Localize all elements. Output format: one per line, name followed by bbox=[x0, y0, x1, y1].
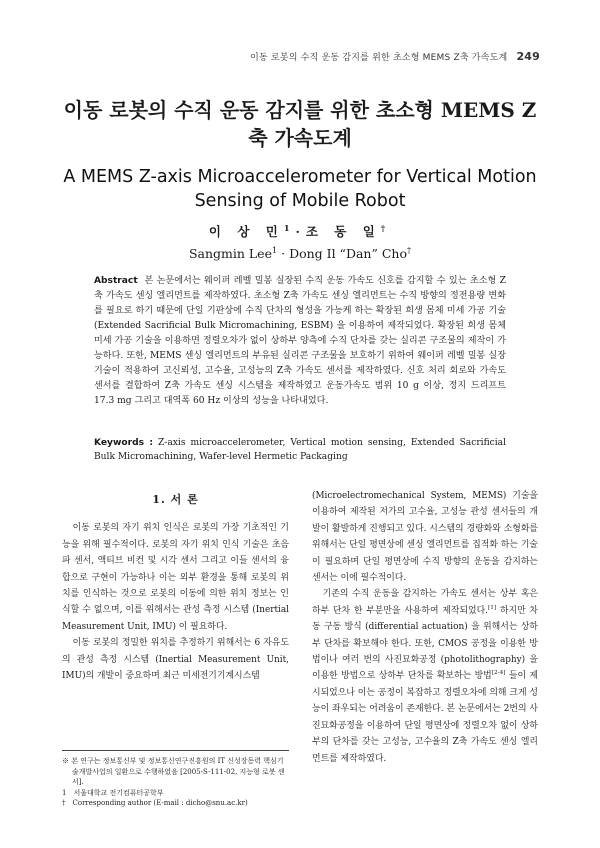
running-head bbox=[60, 50, 540, 63]
running-head-title: 이동 로봇의 수직 운동 감지를 위한 초소형 MEMS Z축 가속도계 bbox=[250, 53, 508, 63]
abstract-text: 본 논문에서는 웨이퍼 레벨 밀봉 실장된 수직 운동 가속도 신호를 감지할 수 있는 초소형 Z축 가속도 센싱 엘리먼트를 제작하였다. 초소형 Z축 가속도 센싱 엘리먼트는 수직 방향의 정전용량 변화를 필요로 하기 때문에 단일 기판상에 수직 단차의 형성을 가능케 하는 확장된 희생 몸체 미세 가공 기술 (Extended Sacrificial Bulk Micromachining, ESBM) 을 이용하여 제작되었다. 확장된 희생 몸체 미세 가공 기술을 이용하면 정렬오차가 없이 상하부 양측에 수직 단차를 갖는 실리콘 구조물의 제작이 가능하다. 또한, MEMS 센싱 엘리먼트의 부유된 실리콘 구조물을 보호하기 위하여 웨이퍼 레벨 밀봉 실장 기술이 적용하여 고신뢰성, 고수율, 고성능의 Z축 가속도 센서를 제작하였다. 신호 처리 회로와 가속도 센서를 결합하여 Z축 가속도 센싱 시스템을 제작하였고 운동가속도 범위 10 g 이상, 정지 드리프트 17.3 mg 그리고 대역폭 60 Hz 이상의 성능을 나타내었다. bbox=[94, 276, 506, 406]
title-english: A MEMS Z-axis Microaccelerometer for Vertical Motion Sensing of Mobile Robot bbox=[63, 167, 537, 211]
author-separator-en: · bbox=[277, 246, 290, 261]
footnote-divider bbox=[62, 750, 289, 751]
right-column bbox=[312, 488, 538, 767]
author1-name-ko: 이 상 민 bbox=[208, 224, 284, 239]
author1-affil-en: 1 bbox=[271, 244, 278, 255]
author2-name-ko: 조 동 일 bbox=[305, 224, 381, 239]
paragraph-text: 기존의 수직 운동을 감지하는 가속도 센서는 상부 혹은 하부 단차 한 부분만을 사용하여 제작되었다. bbox=[312, 589, 538, 616]
keywords bbox=[94, 436, 506, 464]
paragraph-text: 들이 제시되었으나 이는 공정이 복잡하고 정렬오차에 의해 크게 성능이 좌우되는 어려움이 존재한다. 본 논문에서는 2번의 사진묘화공정을 이용하여 단일 평면상에 정렬오차 없이 상하부의 단차를 갖는 고성능, 고수율의 Z축 가속도 센싱 엘리먼트를 제작하였다. bbox=[312, 671, 538, 764]
section-heading: 1. 서 론 bbox=[152, 493, 199, 506]
footnotes bbox=[62, 756, 289, 809]
paragraph: (Microelectromechanical System, MEMS) 기술을 이용하여 제작된 저가의 고수율, 고성능 관성 센서들의 개발이 활발하게 진행되고 있다. 시스템의 경량화와 소형화를 위해서는 단일 평면상에 센싱 엘리먼트를 집적화 하는 기술이 필요하며 단일 평면상에 수직 방향의 운동을 감지하는 센서는 이에 필수적이다. bbox=[312, 491, 538, 584]
left-column bbox=[62, 492, 289, 684]
paragraph-text: 하지만 차동 구동 방식 (differential actuation) 을 위해서는 상하부 단차를 확보해야 한다. 또한, CMOS 공정을 이용한 방법이나 여러 번의 사진묘화공정 (photolithography) 을 이용한 방법으로 상하부 단차를 확보하는 방법 bbox=[312, 605, 539, 682]
page-number: 249 bbox=[516, 50, 540, 63]
citation: [2-4] bbox=[491, 670, 506, 677]
author-separator-ko: · bbox=[295, 224, 306, 239]
title-korean: 이동 로봇의 수직 운동 감지를 위한 초소형 MEMS Z축 가속도계 bbox=[63, 98, 537, 150]
author2-affil-en: † bbox=[406, 244, 412, 255]
footnote-corresponding: † Corresponding author (E-mail : dicho@snu.ac.kr) bbox=[62, 799, 248, 808]
author2-affil-ko: † bbox=[380, 222, 392, 233]
footnote-funding: ※ 본 연구는 정보통신부 및 정보통신연구진흥원의 IT 신성장동력 핵심기술개발사업의 일환으로 수행하였음 [2005-S-111-02, 지능형 로봇 센서]. bbox=[62, 757, 285, 787]
paragraph bbox=[312, 586, 538, 766]
keywords-text: Z-axis microaccelerometer, Vertical motion sensing, Extended Sacrificial Bulk Micromachining, Wafer-level Hermetic Packaging bbox=[94, 438, 506, 462]
author1-affil-ko: 1 bbox=[283, 222, 296, 233]
abstract-label: Abstract bbox=[94, 276, 138, 286]
keywords-label: Keywords : bbox=[94, 438, 153, 448]
paragraph: 이동 로봇의 자기 위치 인식은 로봇의 가장 기초적인 기능을 위해 필수적이다. 로봇의 자기 위치 인식 기술은 초음파 센서, 액티브 비컨 및 시각 센서 그리고 이들 센서의 융합으로 구현이 가능하나 이는 외부 환경을 통해 로봇의 위치를 인식하는 것으로 로봇의 이동에 의한 위치 정보는 인식할 수 없으며, 이를 위해서는 관성 측정 시스템 (Inertial Measurement Unit, IMU) 이 필요하다. bbox=[62, 523, 289, 632]
abstract bbox=[94, 274, 506, 409]
paragraph: 이동 로봇의 정밀한 위치를 추정하기 위해서는 6 자유도의 관성 측정 시스템 (Inertial Measurement Unit, IMU)의 개발이 중요하며 최근 미세전기기계시스템 bbox=[62, 638, 289, 682]
citation: [1] bbox=[488, 604, 497, 611]
footnote-affiliation: 1 서울대학교 전기컴퓨터공학부 bbox=[62, 788, 164, 797]
authors-korean bbox=[60, 222, 540, 240]
author2-name-en: Dong Il “Dan” Cho bbox=[289, 246, 407, 261]
authors-english bbox=[60, 246, 540, 261]
author1-name-en: Sangmin Lee bbox=[188, 246, 272, 261]
